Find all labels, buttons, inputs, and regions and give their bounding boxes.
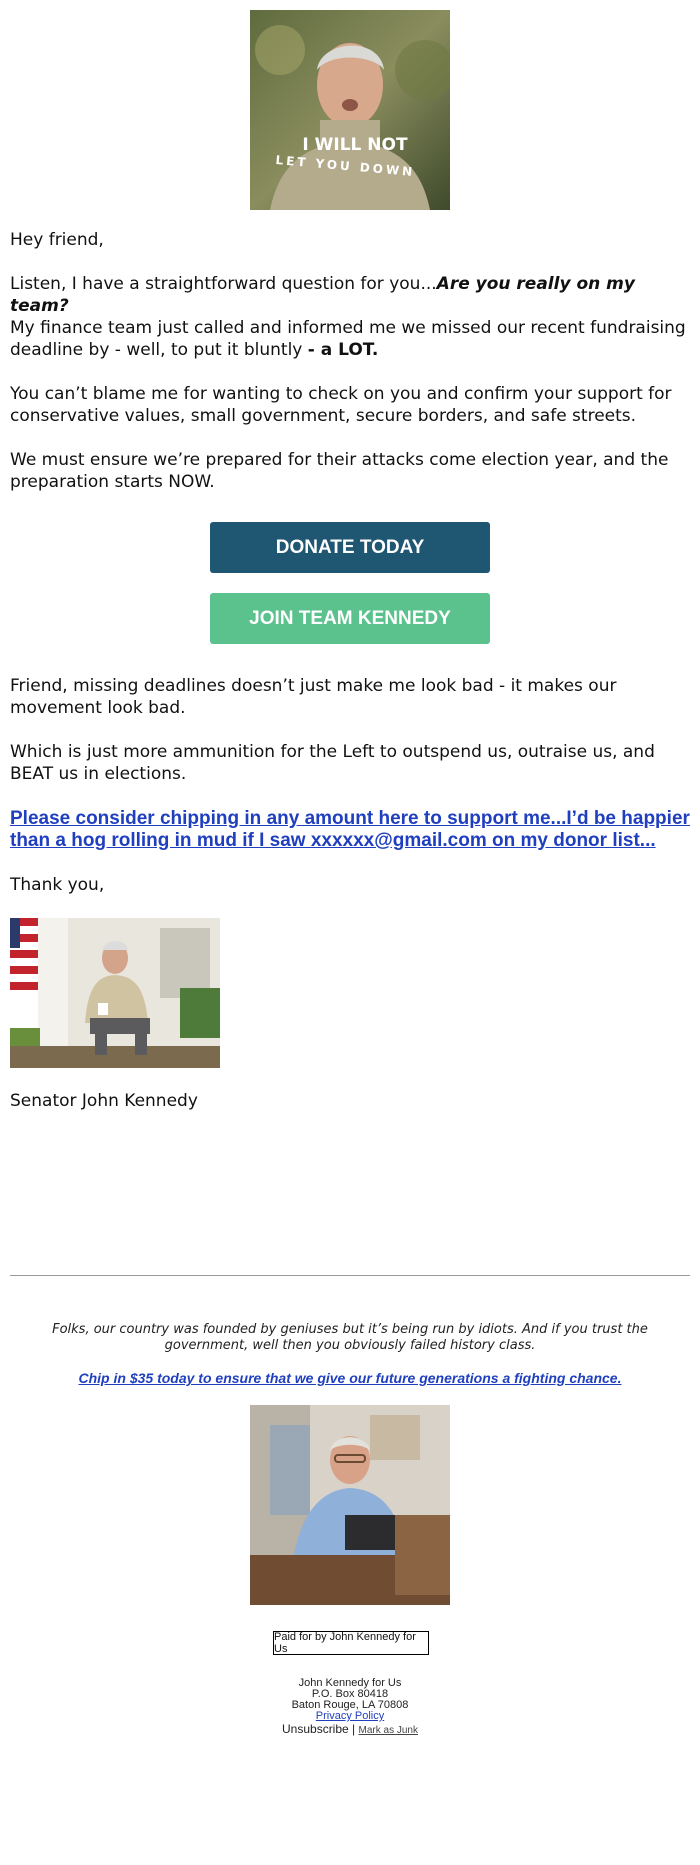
deadline-strong: - a LOT. [307,340,379,360]
unsubscribe-line [10,1722,690,1738]
footer-separator: | [352,1722,356,1736]
city-line: Baton Rouge, LA 70808 [291,1699,409,1711]
hero-caption-line2: LET YOU DOWN [274,152,416,180]
paid-for-disclaimer: Paid for by John Kennedy for Us [273,1631,429,1655]
privacy-policy-link[interactable]: Privacy Policy [315,1710,385,1722]
greeting: Hey friend, [10,230,104,250]
org-name: John Kennedy for Us [298,1677,402,1689]
paragraph-prepare: We must ensure we’re prepared for their attacks come election year, and the preparation starts NOW. [10,450,669,492]
footer-photo [250,1405,450,1605]
paragraph-deadline [10,317,690,361]
signature: Senator John Kennedy [10,1091,198,1111]
porch-photo-graphic [10,918,220,1068]
hero-caption-line1: I WILL NOT [302,135,408,155]
donate-text-link[interactable]: Please consider chipping in any amount here to support me...I’d be happier than a hog rolling in mud if I saw xxxxxx@gmail.com on my donor list... [10,808,690,851]
footer-photo-graphic [250,1405,450,1605]
paragraph-question [10,273,690,317]
question-text: Listen, I have a straightforward question for you... [10,274,437,294]
paragraph-ammunition: Which is just more ammunition for the Left to outspend us, outraise us, and BEAT us in elections. [10,742,655,784]
unsubscribe-link[interactable]: Unsubscribe [282,1722,349,1736]
hero-photo [250,10,450,210]
join-team-button[interactable]: JOIN TEAM KENNEDY [210,593,490,644]
porch-photo [10,918,220,1068]
thank-you: Thank you, [10,875,105,895]
footer-divider [10,1275,690,1276]
privacy-line [10,1711,690,1722]
question-emphasis: Are you really on my team? [10,274,635,316]
po-box: P.O. Box 80418 [311,1688,389,1700]
mark-as-junk-link[interactable]: Mark as Junk [358,1725,418,1736]
footer-quote: Folks, our country was founded by geniuses but it’s being run by idiots. And if you trust the government, well then you obviously failed history class. [52,1322,648,1353]
hero-photo-graphic [250,10,450,210]
donate-button[interactable]: DONATE TODAY [210,522,490,573]
paragraph-support: You can’t blame me for wanting to check on you and confirm your support for conservative values, small government, secure borders, and safe streets. [10,384,672,426]
deadline-text: My finance team just called and informed me we missed our recent fundraising deadline by - well, to put it bluntly [10,318,686,360]
chip-in-link[interactable]: Chip in $35 today to ensure that we give our future generations a fighting chance. [78,1370,622,1386]
paragraph-movement: Friend, missing deadlines doesn’t just make me look bad - it makes our movement look bad. [10,676,617,718]
